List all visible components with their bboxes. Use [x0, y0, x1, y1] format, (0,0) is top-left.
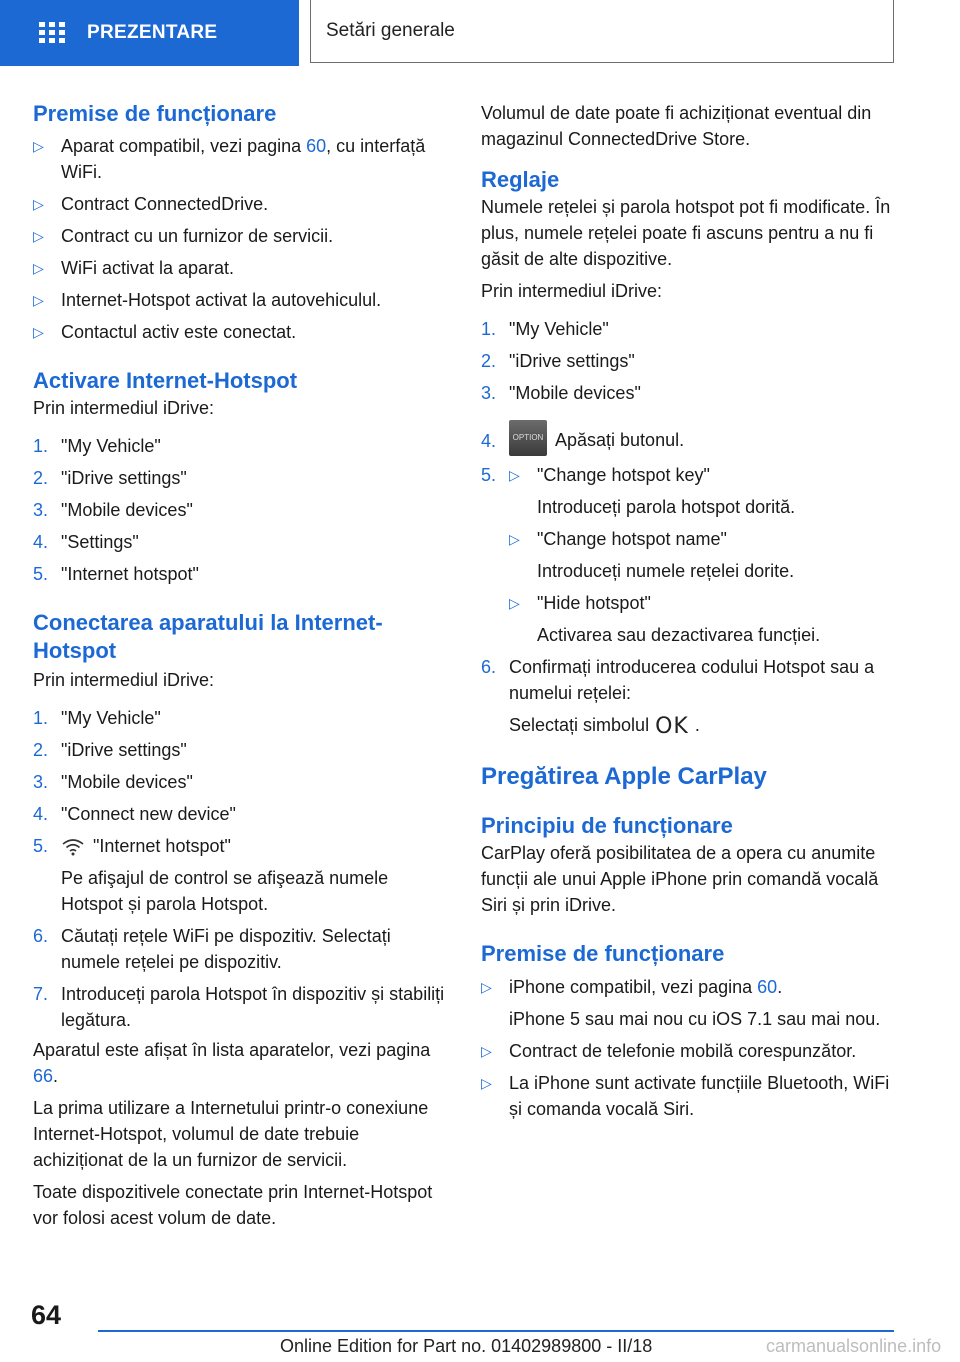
page-link-60[interactable]: 60 [306, 136, 327, 156]
grid-menu-icon [39, 22, 65, 44]
paragraph: La prima utilizare a Internetului printr-o conexiune Internet-Hotspot, volumul de date trebuie achiziționat de la un furnizor de servicii. [33, 1098, 429, 1170]
triangle-bullet-icon: ▷ [481, 979, 492, 995]
triangle-bullet-icon: ▷ [33, 196, 44, 212]
triangle-bullet-icon: ▷ [33, 138, 44, 154]
section-label: PREZENTARE [87, 22, 218, 43]
paragraph: Numele rețelei și parola hotspot pot fi modificate. În plus, numele rețelei poate fi ascuns pentru a nu fi găsit de alte dispozitive. [481, 197, 891, 269]
section-tab[interactable] [0, 0, 299, 66]
list-item: ▷ Aparat compatibil, vezi pagina 60, cu interfață WiFi. [33, 133, 453, 185]
chapter-title-box [310, 0, 894, 63]
list-item: 1. "My Vehicle" [33, 436, 161, 456]
page-link-60[interactable]: 60 [757, 977, 778, 997]
paragraph: Aparatul este afișat în lista aparatelor, vezi pagina 66. [33, 1040, 431, 1086]
list-item: 3. "Mobile devices" [33, 772, 193, 792]
list-item: ▷ WiFi activat la aparat. [33, 255, 453, 281]
list-item: 2. "iDrive settings" [33, 468, 187, 488]
triangle-bullet-icon: ▷ [509, 595, 520, 611]
heading-premise-carplay: Premise de funcționare [481, 941, 725, 966]
paragraph: CarPlay oferă posibilitatea de a opera cu anumite funcții ale unui Apple iPhone prin comandă vocală Siri și prin iDrive. [481, 843, 879, 915]
list-item: ▷ Contract de telefonie mobilă corespunzător. [481, 1038, 901, 1064]
triangle-bullet-icon: ▷ [33, 324, 44, 340]
watermark: carmanualsonline.info [766, 1336, 942, 1356]
edition-text: Online Edition for Part no. 01402989800 - II/18 [280, 1336, 653, 1356]
list-item: 2. "iDrive settings" [33, 740, 187, 760]
list-item: 6. Confirmați introducerea codului Hotspot sau a numelui rețelei: [481, 657, 875, 703]
heading-principiu: Principiu de funcționare [481, 813, 733, 838]
paragraph: Toate dispozitivele conectate prin Internet-Hotspot vor folosi acest volum de date. [33, 1182, 433, 1228]
triangle-bullet-icon: ▷ [33, 260, 44, 276]
paragraph: Prin intermediul iDrive: [481, 281, 663, 301]
list-item-detail: iPhone 5 sau mai nou cu iOS 7.1 sau mai nou. [509, 1009, 881, 1029]
list-item: 6. Căutați rețele WiFi pe dispozitiv. Selectați numele rețelei pe dispozitiv. [33, 926, 391, 972]
list-item: ▷ Contactul activ este conectat. [33, 319, 453, 345]
paragraph: Volumul de date poate fi achiziționat eventual din magazinul ConnectedDrive Store. [481, 103, 872, 149]
option-button-icon: OPTION [509, 420, 547, 456]
right-column [481, 100, 901, 1122]
list-item: 2. "iDrive settings" [481, 351, 635, 371]
page-link-66[interactable]: 66 [33, 1066, 54, 1086]
heading-activare: Activare Internet-Hotspot [33, 368, 298, 393]
sub-item-detail: Introduceți numele rețelei dorite. [537, 561, 795, 581]
list-item: 3. "Mobile devices" [33, 500, 193, 520]
list-item: ▷ iPhone compatibil, vezi pagina 60. [481, 974, 901, 1000]
sub-item-detail: Activarea sau dezactivarea funcției. [537, 625, 821, 645]
list-item: 5. "Internet hotspot" [33, 836, 231, 856]
list-item-detail: Selectați simbolul OK . [509, 714, 700, 739]
heading-carplay: Pregătirea Apple CarPlay [481, 763, 767, 790]
heading-premise: Premise de funcționare [33, 101, 277, 126]
sub-item: ▷ "Hide hotspot" [509, 590, 901, 616]
list-item: ▷ Internet-Hotspot activat la autovehiculul. [33, 287, 453, 313]
list-item: 1. "My Vehicle" [481, 319, 609, 339]
list-item: 4. OPTION Apăsați butonul. [481, 426, 901, 456]
paragraph: Prin intermediul iDrive: [33, 670, 215, 690]
sub-item: ▷ "Change hotspot key" [509, 462, 901, 488]
triangle-bullet-icon: ▷ [33, 292, 44, 308]
list-item: ▷ La iPhone sunt activate funcțiile Bluetooth, WiFi și comanda vocală Siri. [481, 1070, 901, 1122]
heading-reglaje: Reglaje [481, 167, 560, 192]
triangle-bullet-icon: ▷ [509, 467, 520, 483]
list-item: 5. ▷ "Change hotspot key" Introduceți parola hotspot dorită. ▷ "Change hotspot name" Introduceți numele rețelei dorite. ▷ "Hide hotspot" Activarea sau dezactivarea funcției. [481, 462, 901, 648]
list-item: 4. "Settings" [33, 532, 139, 552]
chapter-title: Setări generale [326, 20, 455, 41]
page-number: 64 [31, 1300, 62, 1330]
list-item: ▷ Contract cu un furnizor de servicii. [33, 223, 453, 249]
wifi-icon [61, 838, 85, 856]
list-item: 3. "Mobile devices" [481, 383, 641, 403]
list-item: 5. "Internet hotspot" [33, 564, 199, 584]
triangle-bullet-icon: ▷ [509, 531, 520, 547]
triangle-bullet-icon: ▷ [481, 1075, 492, 1091]
heading-conectare: Conectarea aparatului la Internet-Hotspot [33, 610, 383, 663]
list-item-detail: Pe afişajul de control se afişează numele Hotspot și parola Hotspot. [61, 868, 389, 914]
triangle-bullet-icon: ▷ [481, 1043, 492, 1059]
list-item: 7. Introduceți parola Hotspot în dispozitiv și stabiliți legătura. [33, 984, 445, 1030]
sub-item: ▷ "Change hotspot name" [509, 526, 901, 552]
list-item: 1. "My Vehicle" [33, 708, 161, 728]
paragraph: Prin intermediul iDrive: [33, 398, 215, 418]
ok-symbol-icon: OK [655, 714, 689, 739]
triangle-bullet-icon: ▷ [33, 228, 44, 244]
list-item: 4. "Connect new device" [33, 804, 236, 824]
footer-divider [98, 1330, 894, 1332]
left-column [33, 100, 453, 1231]
list-item: ▷ Contract ConnectedDrive. [33, 191, 453, 217]
sub-item-detail: Introduceți parola hotspot dorită. [537, 497, 796, 517]
